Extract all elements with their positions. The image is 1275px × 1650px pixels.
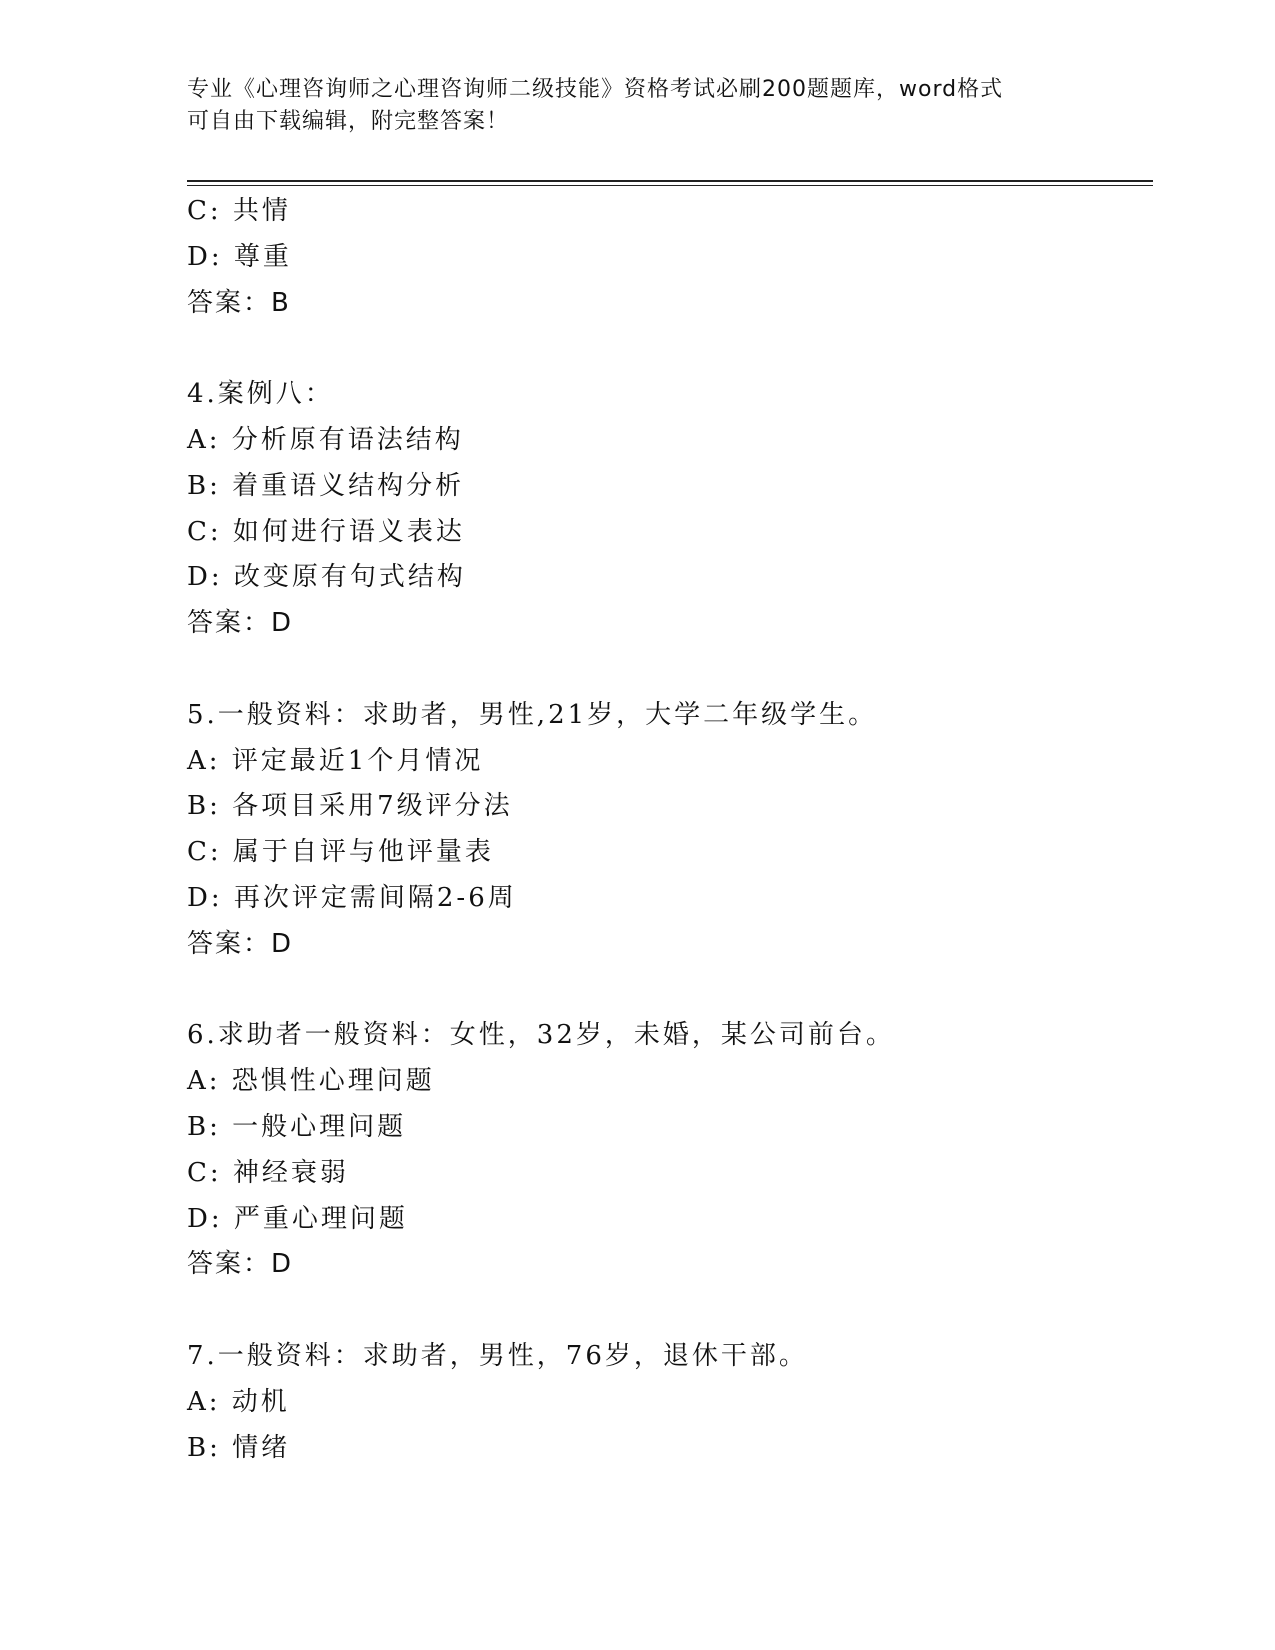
option-d: D: 严重心理问题 — [187, 1203, 408, 1234]
question-block-3 — [187, 189, 1153, 326]
header-divider-thin — [187, 185, 1153, 186]
option-d: D: 再次评定需间隔2-6周 — [187, 882, 517, 913]
question-block-4 — [187, 372, 1153, 647]
answer-line: 答案：D — [187, 608, 294, 639]
question-stem: 5.一般资料：求助者，男性,21岁，大学二年级学生。 — [187, 699, 878, 730]
answer-line: 答案：D — [187, 1249, 294, 1280]
option-a: A: 动机 — [187, 1386, 290, 1417]
option-d: D: 改变原有句式结构 — [187, 562, 466, 593]
question-block-7 — [187, 1334, 1153, 1471]
option-c: C: 如何进行语义表达 — [187, 516, 465, 547]
header-divider-thick — [187, 180, 1153, 182]
option-c: C: 属于自评与他评量表 — [187, 837, 494, 868]
option-c: C: 共情 — [187, 196, 291, 226]
option-b: B: 一般心理问题 — [187, 1111, 407, 1142]
question-stem: 4.案例八： — [187, 379, 334, 410]
option-d: D: 尊重 — [187, 241, 292, 272]
option-a: A: 评定最近1个月情况 — [187, 745, 484, 776]
option-b: B: 着重语义结构分析 — [187, 470, 465, 501]
option-c: C: 神经衰弱 — [187, 1157, 349, 1188]
question-block-6 — [187, 1013, 1153, 1288]
header-title-line: 专业《心理咨询师之心理咨询师二级技能》资格考试必刷200题题库，word格式 — [187, 77, 1004, 102]
answer-line: 答案：D — [187, 928, 294, 959]
question-stem: 6.求助者一般资料：女性，32岁，未婚，某公司前台。 — [187, 1020, 895, 1051]
question-list — [187, 189, 1153, 1471]
answer-line: 答案：B — [187, 287, 291, 318]
option-b: B: 各项目采用7级评分法 — [187, 791, 513, 822]
document-header — [187, 74, 1087, 138]
option-a: A: 恐惧性心理问题 — [187, 1066, 435, 1097]
header-subtitle-line: 可自由下载编辑，附完整答案！ — [187, 109, 510, 134]
question-stem: 7.一般资料：求助者，男性，76岁，退休干部。 — [187, 1340, 808, 1371]
option-b: B: 情绪 — [187, 1432, 291, 1463]
option-a: A: 分析原有语法结构 — [187, 424, 464, 455]
question-block-5 — [187, 693, 1153, 968]
